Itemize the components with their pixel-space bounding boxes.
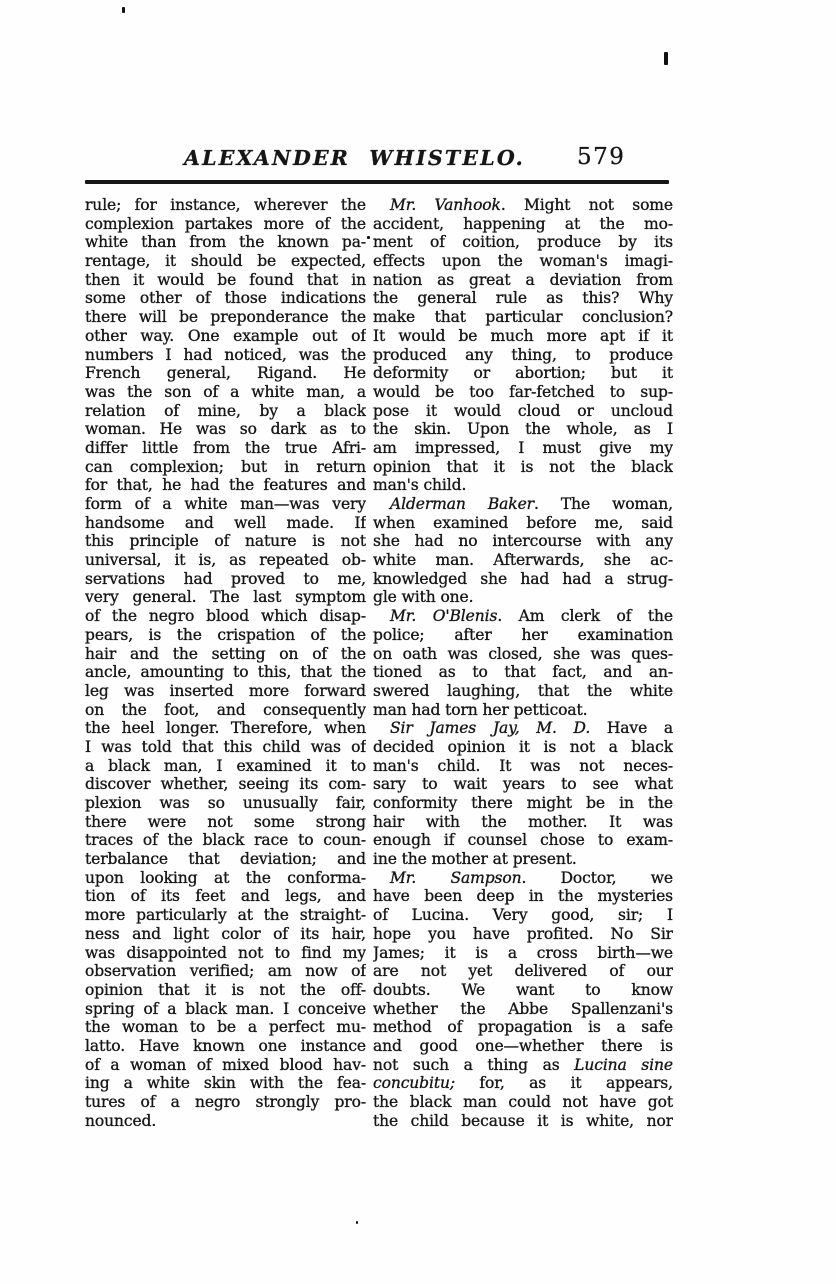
text-line: ing a white skin with the fea- <box>85 1074 366 1093</box>
text-line: numbers I had noticed, was the <box>85 345 366 364</box>
text-line: ine the mother at present. <box>373 850 577 869</box>
text-line: plexion was so unusually fair, <box>85 794 366 812</box>
text-line: leg was inserted more forward <box>85 681 366 700</box>
text-line: there will be preponderance the <box>85 308 366 327</box>
text-line: whether the Abbe Spallenzani's <box>373 999 673 1018</box>
text-line: knowledged she had had a strug- <box>373 569 673 588</box>
text-line: more particularly at the straight- <box>85 906 366 925</box>
text-line: concubitu; for, as it appears, <box>373 1074 673 1093</box>
text-line: spring of a black man. I conceive <box>85 999 366 1018</box>
text-line: white man. Afterwards, she ac- <box>373 551 673 570</box>
right-column <box>373 196 673 1130</box>
text-line: sary to wait years to see what <box>373 775 673 794</box>
text-line: pears, is the crispation of the <box>85 625 366 644</box>
text-line: white than from the known pa- <box>85 233 366 252</box>
text-line: enough if counsel chose to exam- <box>373 831 673 850</box>
text-line: nation as great a deviation from <box>373 270 673 289</box>
header-rule <box>85 180 669 184</box>
text-line: Sir James Jay, M. D. Have a <box>390 719 673 738</box>
text-line: of the negro blood which disap- <box>85 607 366 626</box>
text-line: traces of the black race to coun- <box>85 831 366 850</box>
text-line: ancle, amounting to this, that the <box>85 663 366 682</box>
text-line: the black man could not have got <box>373 1093 673 1111</box>
text-line: the woman to be a perfect mu- <box>85 1018 366 1037</box>
text-line: universal, it is, as repeated ob- <box>85 551 366 570</box>
text-line: police; after her examination <box>373 625 673 644</box>
text-line: am impressed, I must give my <box>373 438 673 457</box>
text-line: pose it would cloud or uncloud <box>373 401 673 420</box>
text-line: Mr. Vanhook. Might not some <box>390 196 673 214</box>
text-line: the skin. Upon the whole, as I <box>373 420 673 439</box>
text-line: upon looking at the conforma- <box>85 868 366 887</box>
running-title: ALEXANDER WHISTELO. <box>184 146 526 170</box>
ink-speck <box>356 1221 358 1224</box>
page-number: 579 <box>577 144 626 170</box>
text-line: man's child. <box>373 476 467 495</box>
text-line: would be too far-fetched to sup- <box>373 382 673 401</box>
ink-speck <box>664 52 668 65</box>
left-column <box>85 196 366 1130</box>
text-line: the child because it is white, nor <box>373 1111 673 1130</box>
text-line: the general rule as this? Why <box>373 289 673 308</box>
text-line: hope you have profited. No Sir <box>373 924 673 943</box>
text-line: ment of coition, produce by its <box>373 233 673 252</box>
text-line: other way. One example out of <box>85 326 366 345</box>
text-line: opinion that it is not the off- <box>85 980 366 999</box>
text-line: complexion partakes more of the <box>85 214 366 233</box>
text-line: produced any thing, to produce <box>373 345 673 364</box>
text-line: and good one—whether there is <box>373 1036 673 1055</box>
text-line: discover whether, seeing its com- <box>85 775 366 794</box>
text-line: tioned as to that fact, and an- <box>373 663 673 682</box>
text-line: conformity there might be in the <box>373 794 673 812</box>
text-line: woman. He was so dark as to <box>85 420 366 439</box>
text-line: man's child. It was not neces- <box>373 756 673 775</box>
text-line: decided opinion it is not a black <box>373 737 673 756</box>
text-line: James; it is a cross birth—we <box>373 943 673 962</box>
text-line: not such a thing as Lucina sine <box>373 1055 673 1074</box>
text-line: she had no intercourse with any <box>373 532 673 551</box>
text-line: French general, Rigand. He <box>85 364 366 383</box>
text-line: gle with one. <box>373 588 474 607</box>
text-line: there were not some strong <box>85 812 366 831</box>
ink-speck <box>122 7 125 13</box>
text-line: terbalance that deviation; and <box>85 850 366 869</box>
text-line: latto. Have known one instance <box>85 1036 366 1055</box>
text-line: very general. The last symptom <box>85 588 366 607</box>
text-line: this principle of nature is not <box>85 532 366 551</box>
text-line: It would be much more apt if it <box>373 326 673 345</box>
text-line: deformity or abortion; but it <box>373 364 673 383</box>
text-line: effects upon the woman's imagi- <box>373 252 673 271</box>
text-line: for that, he had the features and <box>85 476 366 495</box>
text-line: relation of mine, by a black <box>85 401 366 420</box>
text-line: make that particular conclusion? <box>373 308 673 327</box>
text-line: Mr. O'Blenis. Am clerk of the <box>390 607 673 626</box>
text-line: of a woman of mixed blood hav- <box>85 1055 366 1074</box>
text-line: rule; for instance, wherever the <box>85 196 366 214</box>
text-line: opinion that it is not the black <box>373 457 673 476</box>
text-line: on the foot, and consequently <box>85 700 366 719</box>
text-line: a black man, I examined it to <box>85 756 366 775</box>
text-line: observation verified; am now of <box>85 962 366 981</box>
text-line: ness and light color of its hair, <box>85 924 366 943</box>
text-line: method of propagation is a safe <box>373 1018 673 1037</box>
text-line: I was told that this child was of <box>85 737 366 756</box>
text-line: are not yet delivered of our <box>373 962 673 981</box>
text-line: Alderman Baker. The woman, <box>390 495 673 513</box>
text-line: doubts. We want to know <box>373 980 673 999</box>
text-line: form of a white man—was very <box>85 495 366 513</box>
text-line: was disappointed not to find my <box>85 943 366 962</box>
text-line: when examined before me, said <box>373 513 673 532</box>
text-line: Mr. Sampson. Doctor, we <box>390 868 673 887</box>
text-line: handsome and well made. If <box>85 513 366 532</box>
text-line: tion of its feet and legs, and <box>85 887 366 906</box>
text-line: differ little from the true Afri- <box>85 438 366 457</box>
text-line: hair and the setting on of the <box>85 644 366 663</box>
text-line: on oath was closed, she was ques- <box>373 644 673 663</box>
text-line: have been deep in the mysteries <box>373 887 673 906</box>
text-line: the heel longer. Therefore, when <box>85 719 366 738</box>
text-line: some other of those indications <box>85 289 366 308</box>
text-line: accident, happening at the mo- <box>373 214 673 233</box>
text-line: hair with the mother. It was <box>373 812 673 831</box>
text-line: tures of a negro strongly pro- <box>85 1093 366 1111</box>
text-line: nounced. <box>85 1111 157 1130</box>
text-line: swered laughing, that the white <box>373 681 673 700</box>
text-line: rentage, it should be expected, <box>85 252 366 271</box>
text-line: then it would be found that in <box>85 270 366 289</box>
ink-speck <box>367 236 370 239</box>
text-line: man had torn her petticoat. <box>373 700 588 719</box>
text-line: can complexion; but in return <box>85 457 366 476</box>
text-line: of Lucina. Very good, sir; I <box>373 906 673 925</box>
text-line: was the son of a white man, a <box>85 382 366 401</box>
text-line: servations had proved to me, <box>85 569 366 588</box>
